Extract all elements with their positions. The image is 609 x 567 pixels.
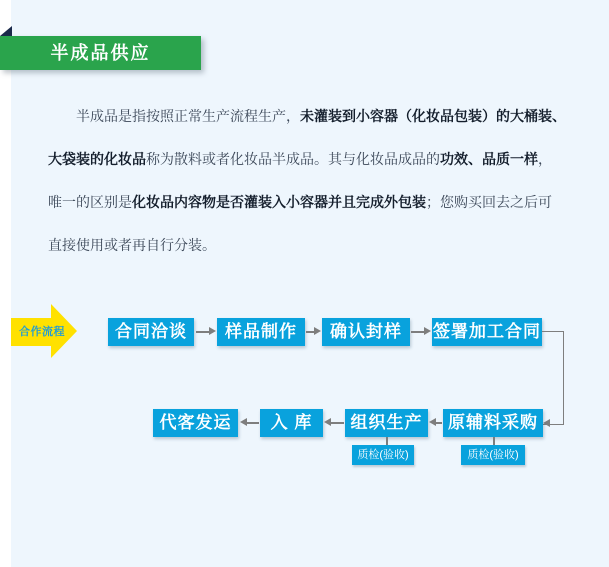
flow-step-sample-making: 样品制作	[217, 318, 305, 346]
paragraph-line	[48, 138, 593, 181]
section-title-banner: 半成品供应	[0, 36, 201, 70]
arrow-right-icon	[306, 327, 321, 336]
qc-step: 质检(验收)	[352, 445, 414, 465]
paragraph-segment: ；您购买回去之后可	[426, 194, 552, 210]
paragraph-segment: 直接使用或者再自行分装。	[48, 237, 216, 253]
arrow-right-icon	[411, 327, 431, 336]
arrow-left-icon	[429, 418, 442, 427]
flow-step-warehouse: 入 库	[260, 409, 323, 437]
arrow-left-icon	[543, 419, 550, 427]
paragraph-line	[48, 224, 593, 267]
qc-step: 质检(验收)	[461, 445, 525, 465]
flow-step-ship-for-client: 代客发运	[153, 409, 238, 437]
description-paragraph	[48, 95, 593, 267]
start-arrow-label: 合作流程	[19, 326, 65, 338]
paragraph-line	[48, 95, 593, 138]
paragraph-segment: 半成品是指按照正常生产流程生产，	[76, 108, 300, 124]
elbow-connector	[542, 331, 564, 425]
arrow-left-icon	[240, 418, 259, 427]
flow-step-material-purchase: 原辅料采购	[443, 409, 543, 437]
paragraph-segment: 未灌装到小容器（化妆品包装）的大桶装、	[300, 108, 566, 124]
arrow-left-icon	[324, 418, 344, 427]
flow-step-contract-talk: 合同洽谈	[108, 318, 194, 346]
content-sheet	[11, 0, 609, 567]
flow-step-sign-contract: 签署加工合同	[432, 318, 542, 346]
arrow-right-icon	[196, 327, 216, 336]
paragraph-segment: ，	[538, 151, 552, 167]
flow-step-sample-confirm: 确认封样	[322, 318, 410, 346]
flow-step-production: 组织生产	[345, 409, 428, 437]
paragraph-line	[48, 181, 593, 224]
paragraph-segment: 大袋装的化妆品	[48, 151, 146, 167]
paragraph-segment: 功效、品质一样	[440, 151, 538, 167]
paragraph-segment: 称为散料或者化妆品半成品。其与化妆品成品的	[146, 151, 440, 167]
paragraph-segment: 化妆品内容物是否灌装入小容器并且完成外包装	[132, 194, 426, 210]
paragraph-segment: 唯一的区别是	[48, 194, 132, 210]
